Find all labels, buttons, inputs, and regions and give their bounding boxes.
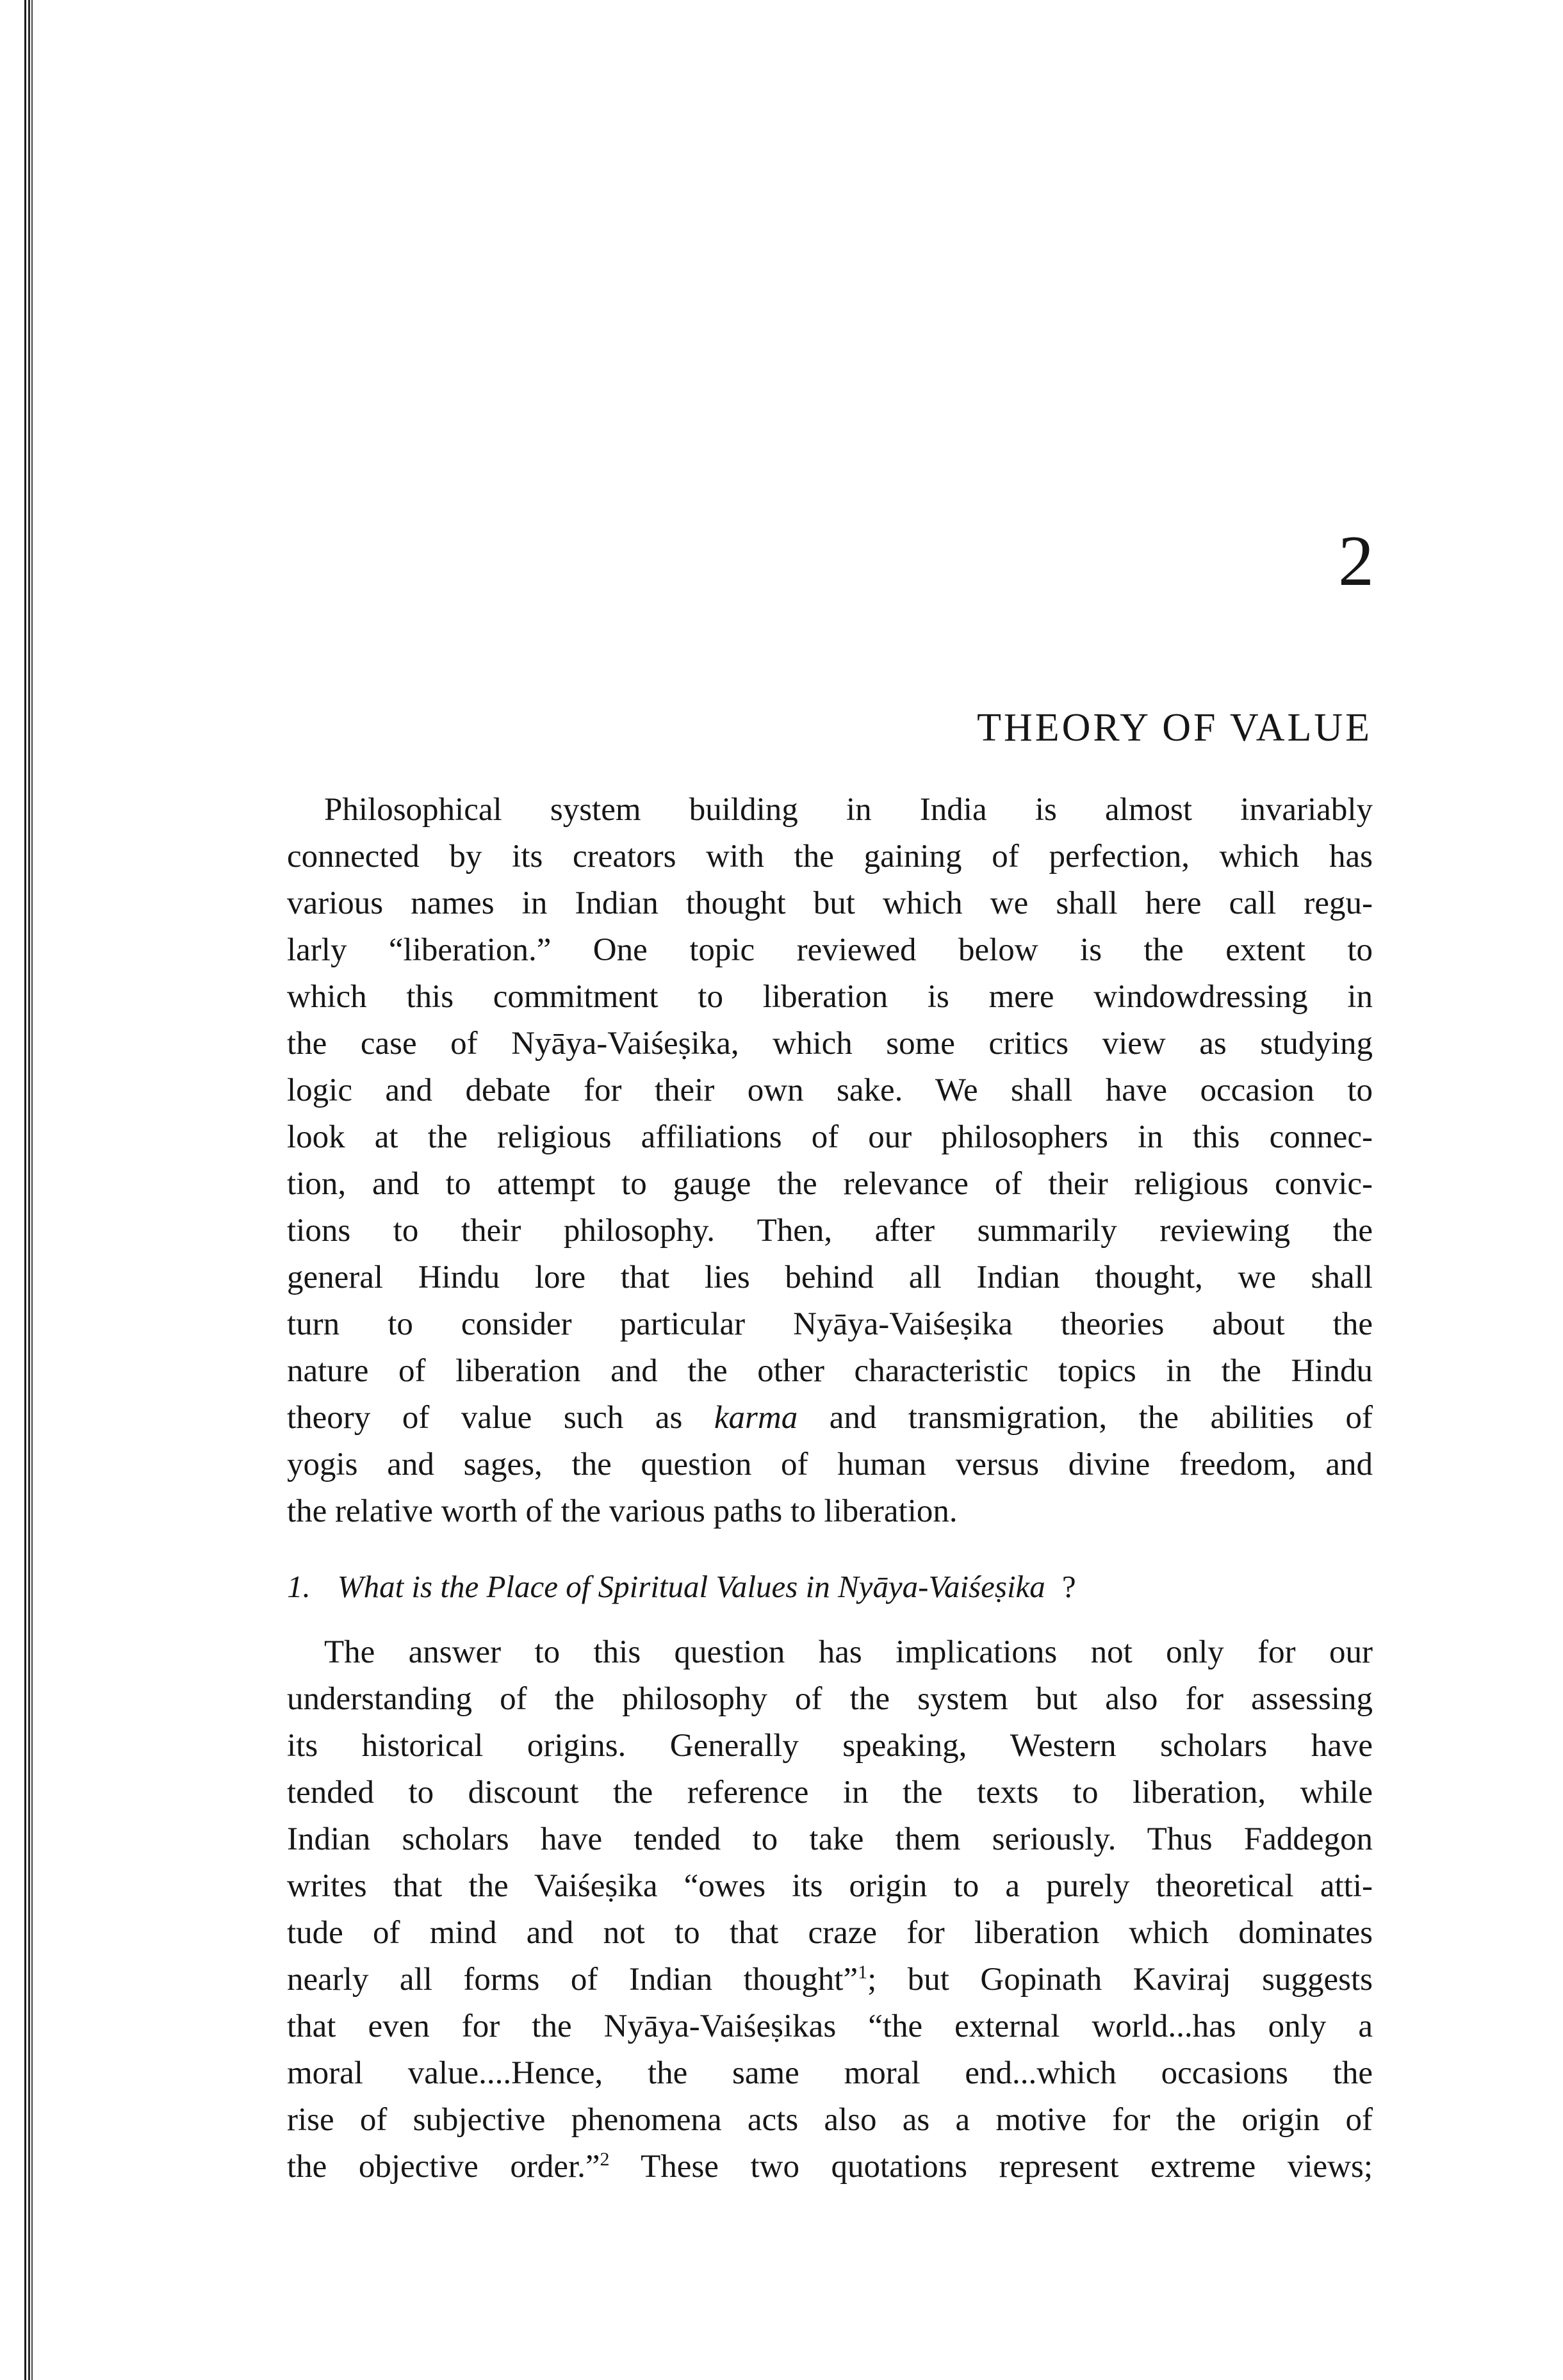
text-line [287,1395,1373,1441]
text-line: the case of Nyāya-Vaiśeṣika, which some critics view as studying [287,1026,1373,1062]
chapter-number: 2 [1338,521,1375,601]
text-line: understanding of the philosophy of the system but also for assessing [287,1681,1373,1717]
section-number: 1. [287,1569,311,1604]
text-line: The answer to this question has implications not only for our [324,1634,1373,1670]
chapter-title: THEORY OF VALUE [977,706,1372,750]
text-line: writes that the Vaiśeṣika “owes its origin to a purely theoretical atti- [287,1868,1373,1904]
text-line: tions to their philosophy. Then, after summarily reviewing the [287,1213,1373,1249]
section-title: What is the Place of Spiritual Values in Nyāya-Vaiśeṣika [337,1569,1045,1604]
text-line [287,2144,1373,2190]
text-line [287,1957,1373,2003]
text-line: nature of liberation and the other characteristic topics in the Hindu [287,1353,1373,1389]
text-line: turn to consider particular Nyāya-Vaiśeṣika theories about the [287,1306,1373,1342]
text-line: tion, and to attempt to gauge the relevance of their religious convic- [287,1166,1373,1202]
emphasis-karma: karma [714,1400,798,1436]
text-line: various names in Indian thought but which we shall here call regu- [287,885,1373,921]
text-line: Indian scholars have tended to take them seriously. Thus Faddegon [287,1821,1373,1857]
text-fragment: nearly all forms of Indian thought” [287,1962,858,1998]
section-question-mark: ? [1061,1569,1076,1604]
text-fragment: theory of value such as [287,1400,714,1436]
text-fragment: These two quotations represent extreme views; [609,2149,1373,2185]
text-line: moral value....Hence, the same moral end...which occasions the [287,2055,1373,2091]
text-line: logic and debate for their own sake. We shall have occasion to [287,1072,1373,1108]
text-line: that even for the Nyāya-Vaiśeṣikas “the external world...has only a [287,2008,1373,2044]
text-line: which this commitment to liberation is mere windowdressing in [287,979,1373,1015]
text-fragment: the objective order.” [287,2149,600,2185]
text-line: rise of subjective phenomena acts also as a motive for the origin of [287,2102,1373,2138]
intro-paragraph [287,787,1373,1535]
text-fragment: ; but Gopinath Kaviraj suggests [867,1962,1373,1998]
text-line: its historical origins. Generally speaking, Western scholars have [287,1728,1373,1764]
text-line: tended to discount the reference in the texts to liberation, while [287,1775,1373,1810]
book-spine-edge [24,0,33,2380]
footnote-marker: 1 [858,1962,868,1983]
text-line: yogis and sages, the question of human versus divine freedom, and [287,1447,1373,1482]
section-heading [287,1563,1076,1610]
text-line: look at the religious affiliations of our philosophers in this connec- [287,1119,1373,1155]
text-line: tude of mind and not to that craze for liberation which dominates [287,1915,1373,1951]
text-line: general Hindu lore that lies behind all Indian thought, we shall [287,1260,1373,1295]
text-line: connected by its creators with the gaining of perfection, which has [287,839,1373,874]
text-line: larly “liberation.” One topic reviewed below is the extent to [287,932,1373,968]
footnote-marker: 2 [600,2149,610,2170]
body-paragraph [287,1629,1373,2190]
text-line: the relative worth of the various paths to liberation. [287,1493,958,1529]
text-fragment: and transmigration, the abilities of [798,1400,1373,1436]
text-line: Philosophical system building in India is almost invariably [324,792,1373,828]
